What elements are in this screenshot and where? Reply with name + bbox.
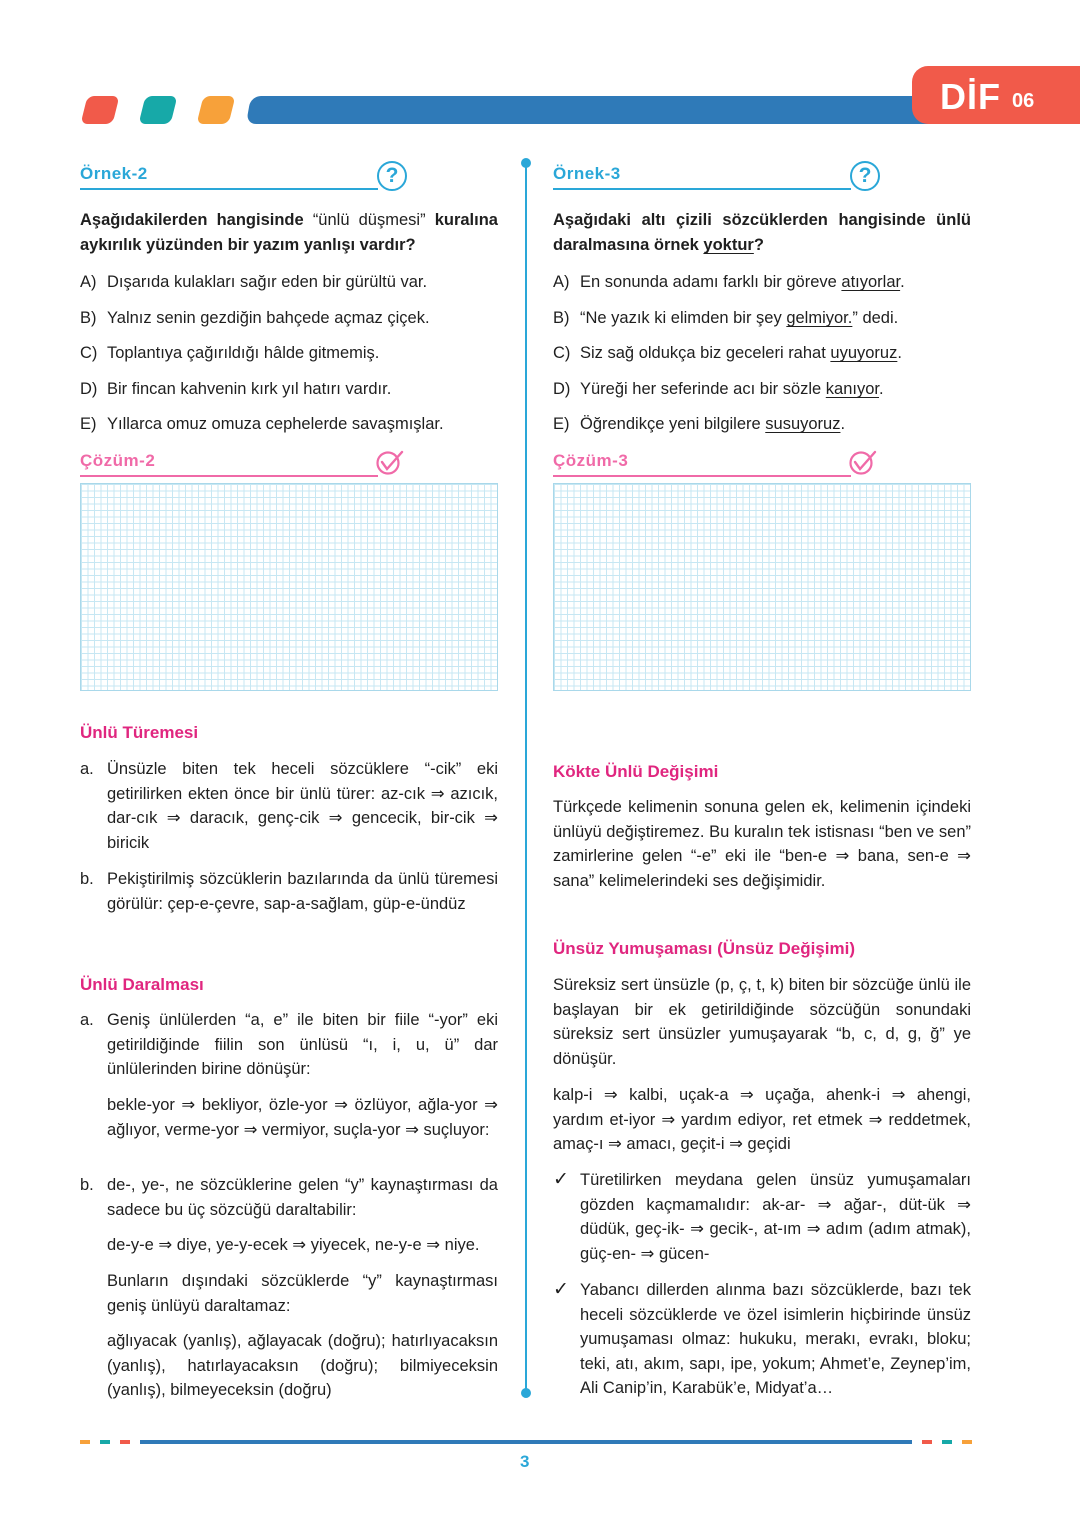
unlu-daralmasi-a-examples: bekle-yor ⇒ bekliyor, özle-yor ⇒ özlüyor, ağla-yor ⇒ ağlıyor, verme-yor ⇒ vermiyor, suçla-yor ⇒ suçluyor: bbox=[107, 1096, 498, 1139]
footer-dash bbox=[100, 1440, 110, 1444]
header-pill-red bbox=[81, 96, 120, 124]
yumusama-note-2-text: Yabancı dillerden alınma bazı sözcüklerde, bazı tek heceli sözcüklerde ve özel isimlerin hiçbirinde ünsüz yumuşaması olmaz: hukuku, merakı, evrakı, bloku; teki, atı, akım, sapı, ipe, yokum; Ahmet’e, Zeynep’im, Ali Canip’in, Karabük’e, Midyat’a… bbox=[580, 1281, 971, 1397]
unlu-daralmasi-a-text: Geniş ünlülerden “a, e” ile biten bir fiile “-yor” eki getirildiğinde fiilin son ünlüsü “ı, i, u, ü” dar ünlülerinden birine dönüşür: bbox=[107, 1011, 498, 1078]
cozum2-underline bbox=[80, 475, 378, 477]
badge-number: 06 bbox=[1012, 90, 1035, 112]
unlu-tureme-title: Ünlü Türemesi bbox=[80, 723, 199, 742]
option-text-end: . bbox=[900, 273, 905, 291]
option-letter: E) bbox=[80, 415, 97, 433]
ornek3-option-c[interactable] bbox=[553, 342, 902, 364]
header-bar bbox=[246, 96, 1001, 124]
option-text: “Ne yazık ki elimden bir şey bbox=[580, 309, 787, 327]
footer-line bbox=[140, 1440, 912, 1444]
ornek2-question bbox=[80, 208, 498, 258]
option-text: Yüreği her seferinde acı bir sözle bbox=[580, 380, 826, 398]
ornek2-option-b[interactable] bbox=[80, 307, 430, 329]
option-text-end: ” dedi. bbox=[852, 309, 899, 327]
footer-dash bbox=[80, 1440, 90, 1444]
item-label: a. bbox=[80, 1011, 94, 1029]
ornek2-question-part3: kuralına aykırılık yüzünden bir yazım yanlışı vardır? bbox=[80, 211, 498, 254]
unlu-daralmasi-b bbox=[80, 1173, 498, 1222]
unlu-tureme-a bbox=[80, 757, 498, 855]
ornek3-question-part1: Aşağıdaki altı çizili sözcüklerden hangisinde ünlü daralmasına örnek bbox=[553, 211, 971, 254]
option-letter: B) bbox=[553, 309, 570, 327]
ornek2-option-a[interactable] bbox=[80, 271, 427, 293]
ornek3-title: Örnek-3 bbox=[553, 164, 621, 183]
ornek2-title: Örnek-2 bbox=[80, 164, 148, 183]
option-underlined-word: uyuyoruz bbox=[830, 344, 898, 362]
solution-grid-3[interactable] bbox=[553, 483, 971, 691]
check-circle-icon bbox=[849, 449, 877, 475]
yumusama-note-1-text: Türetilirken meydana gelen ünsüz yumuşamaları gözden kaçmamalıdır: ak-ar- ⇒ ağar-, düt-ük ⇒ düdük, geç-ik- ⇒ gecik-, at-ım ⇒ adım (adım atmak), güç-en- ⇒ gücen- bbox=[580, 1171, 971, 1263]
question-icon: ? bbox=[377, 161, 407, 191]
unlu-tureme-b bbox=[80, 867, 498, 916]
ornek3-option-b[interactable] bbox=[553, 307, 898, 329]
ornek3-option-a[interactable] bbox=[553, 271, 905, 293]
page-number: 3 bbox=[520, 1452, 530, 1471]
unlu-daralmasi-a bbox=[80, 1008, 498, 1082]
option-text: Toplantıya çağırıldığı hâlde gitmemiş. bbox=[107, 344, 380, 362]
unlu-tureme-a-text: Ünsüzle biten tek heceli sözcüklere “-cik” eki getirilirken ekten önce bir ünlü türer: az-cık ⇒ azıcık, dar-cık ⇒ daracık, genç-cik ⇒ gencecik, bir-cik ⇒ biricik bbox=[107, 760, 498, 852]
item-label: a. bbox=[80, 760, 94, 778]
item-label: b. bbox=[80, 1176, 94, 1194]
footer-dash bbox=[942, 1440, 952, 1444]
yumusama-note-1 bbox=[553, 1168, 971, 1266]
ornek3-underline bbox=[553, 188, 851, 190]
unlu-daralmasi-b-note-examples: ağlıyacak (yanlış), ağlayacak (doğru); hatırlıyacaksın (yanlış), hatırlayacaksın (doğru); bilmiyeceksin (yanlış), bilmeyeceksin (doğru) bbox=[107, 1332, 498, 1399]
yumusama-text: Süreksiz sert ünsüzle (p, ç, t, k) biten bir sözcüğe ünlü ile başlayan bir ek getirildiğinde sözcüğün sonundaki süreksiz sert ünsüzler yumuşayarak “b, c, d, g, ğ” ye dönüşür. bbox=[553, 976, 971, 1068]
ornek3-question-emph: yoktur bbox=[703, 236, 754, 254]
checkmark-icon: ✓ bbox=[553, 1279, 569, 1300]
option-text: En sonunda adamı farklı bir göreve bbox=[580, 273, 842, 291]
option-letter: D) bbox=[553, 380, 571, 398]
option-letter: D) bbox=[80, 380, 98, 398]
option-letter: B) bbox=[80, 309, 97, 327]
ornek2-option-c[interactable] bbox=[80, 342, 379, 364]
option-underlined-word: kanıyor bbox=[825, 380, 879, 398]
check-circle-icon bbox=[376, 449, 404, 475]
ornek3-option-e[interactable] bbox=[553, 413, 845, 435]
option-underlined-word: gelmiyor. bbox=[786, 309, 853, 327]
option-text-end: . bbox=[897, 344, 902, 362]
column-divider bbox=[525, 163, 527, 1393]
option-text-end: . bbox=[879, 380, 884, 398]
yumusama-note-2 bbox=[553, 1278, 971, 1401]
ornek2-question-quote: “ünlü düşmesi” bbox=[312, 211, 426, 229]
option-letter: C) bbox=[80, 344, 98, 362]
ornek2-question-part1: Aşağıdakilerden hangisinde bbox=[80, 211, 313, 229]
ornek2-underline bbox=[80, 188, 378, 190]
solution-grid-2[interactable] bbox=[80, 483, 498, 691]
badge-title: DİF bbox=[940, 76, 1001, 117]
cozum3-underline bbox=[553, 475, 851, 477]
cozum2-title: Çözüm-2 bbox=[80, 451, 156, 470]
option-text: Yıllarca omuz omuza cephelerde savaşmışlar. bbox=[107, 415, 444, 433]
ornek3-option-d[interactable] bbox=[553, 378, 884, 400]
unlu-daralmasi-b-note: Bunların dışındaki sözcüklerde “y” kaynaştırması geniş ünlüyü daraltamaz: bbox=[107, 1272, 498, 1315]
kokte-title: Kökte Ünlü Değişimi bbox=[553, 762, 719, 781]
option-letter: E) bbox=[553, 415, 570, 433]
option-text: Siz sağ oldukça biz geceleri rahat bbox=[580, 344, 831, 362]
unlu-daralmasi-b-examples: de-y-e ⇒ diye, ye-y-ecek ⇒ yiyecek, ne-y-e ⇒ niye. bbox=[107, 1236, 480, 1254]
ornek2-option-d[interactable] bbox=[80, 378, 391, 400]
footer-dash bbox=[120, 1440, 130, 1444]
unlu-daralmasi-b-text: de-, ye-, ne sözcüklerine gelen “y” kaynaştırması da sadece bu üç sözcüğü daraltabilir: bbox=[107, 1176, 498, 1219]
checkmark-icon: ✓ bbox=[553, 1169, 569, 1190]
question-icon: ? bbox=[850, 161, 880, 191]
option-letter: A) bbox=[553, 273, 570, 291]
option-text: Yalnız senin gezdiğin bahçede açmaz çiçek. bbox=[107, 309, 430, 327]
footer-dash bbox=[962, 1440, 972, 1444]
ornek3-question-part3: ? bbox=[753, 236, 764, 254]
ornek3-question bbox=[553, 208, 971, 258]
divider-dot-top bbox=[521, 158, 531, 168]
option-text: Bir fincan kahvenin kırk yıl hatırı vardır. bbox=[107, 380, 392, 398]
yumusama-title: Ünsüz Yumuşaması (Ünsüz Değişimi) bbox=[553, 939, 855, 958]
option-text: Dışarıda kulakları sağır eden bir gürültü var. bbox=[107, 273, 428, 291]
header-pill-teal bbox=[139, 96, 178, 124]
option-underlined-word: susuyoruz bbox=[765, 415, 841, 433]
option-text: Öğrendikçe yeni bilgilere bbox=[580, 415, 766, 433]
option-text-end: . bbox=[840, 415, 846, 433]
divider-dot-bottom bbox=[521, 1388, 531, 1398]
cozum3-title: Çözüm-3 bbox=[553, 451, 629, 470]
kokte-text: Türkçede kelimenin sonuna gelen ek, kelimenin içindeki ünlüyü değiştiremez. Bu kuralın tek istisnası “ben ve sen” zamirlerine gelen “-e” eki ile “ben-e ⇒ bana, sen-e ⇒ sana” kelimelerindeki ses değişimidir. bbox=[553, 798, 971, 890]
item-label: b. bbox=[80, 870, 94, 888]
option-underlined-word: atıyorlar bbox=[841, 273, 901, 291]
dif-badge bbox=[912, 66, 1080, 124]
option-letter: A) bbox=[80, 273, 97, 291]
unlu-daralmasi-title: Ünlü Daralması bbox=[80, 975, 204, 994]
yumusama-examples: kalp-i ⇒ kalbi, uçak-a ⇒ uçağa, ahenk-i ⇒ ahengi, yardım et-iyor ⇒ yardım ediyor, ret etmek ⇒ reddetmek, amaç-ı ⇒ amacı, geçit-i ⇒ geçidi bbox=[553, 1086, 971, 1153]
option-letter: C) bbox=[553, 344, 571, 362]
header-pill-orange bbox=[197, 96, 236, 124]
ornek2-option-e[interactable] bbox=[80, 413, 444, 435]
footer-dash bbox=[922, 1440, 932, 1444]
unlu-tureme-b-text: Pekiştirilmiş sözcüklerin bazılarında da ünlü türemesi görülür: çep-e-çevre, sap-a-sağlam, güp-e-ündüz bbox=[107, 870, 498, 913]
